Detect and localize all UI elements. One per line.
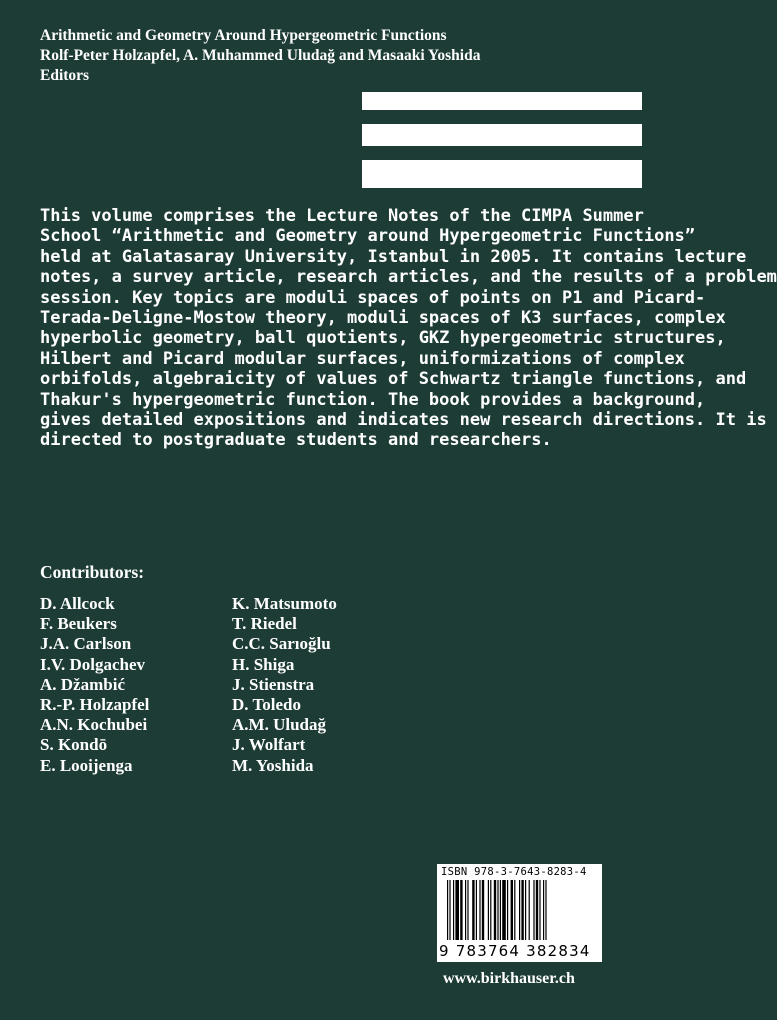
contributor-name: A.N. Kochubei [40,715,148,735]
publisher-website: www.birkhauser.ch [443,970,575,987]
barcode-icon [447,880,595,940]
contributor-name: H. Shiga [232,654,295,674]
barcode-bar [449,880,450,940]
contributor-name: A.M. Uludağ [232,715,326,735]
book-editors-label: Editors [40,67,90,84]
cover-header [40,26,480,86]
barcode-bar [500,880,501,940]
barcode-bar [490,880,491,940]
barcode-bar [543,880,544,940]
contributor-name: M. Yoshida [232,755,314,775]
barcode-bar [467,880,468,940]
barcode-bar [521,880,523,940]
book-title: Arithmetic and Geometry Around Hypergeometric Functions [40,27,447,44]
contributor-name: T. Riedel [232,614,297,634]
barcode-bar [447,880,448,940]
contributors-heading: Contributors: [40,562,145,582]
contributor-name: A. Džambić [40,674,125,694]
barcode-bar [497,880,498,940]
contributor-name: J.A. Carlson [40,634,132,654]
barcode-bar [545,880,546,940]
barcode-bar [511,880,513,940]
barcode-bar [465,880,466,940]
barcode-bar [482,880,484,940]
barcode-bar [472,880,474,940]
decorative-stripe-2 [362,124,642,146]
barcode-bar [539,880,540,940]
barcode-bar [525,880,526,940]
barcode-bar [519,880,520,940]
barcode-bar [494,880,496,940]
barcode-panel [437,864,602,962]
contributor-name: D. Toledo [232,695,301,715]
contributor-name: E. Looijenga [40,755,133,775]
contributors-column-2 [232,594,337,776]
contributor-name: K. Matsumoto [232,594,337,613]
barcode-bar [502,880,506,940]
contributors-column-1 [40,594,149,776]
barcode-bar [479,880,480,940]
contributor-name: J. Stienstra [232,674,315,694]
barcode-bar [533,880,534,940]
ean-number: 9 783764 382834 [439,942,591,960]
barcode-bar [536,880,538,940]
contributor-name: I.V. Dolgachev [40,654,145,674]
contributor-name: J. Wolfart [232,735,306,755]
book-description: This volume comprises the Lecture Notes of the CIMPA Summer School “Arithmetic and Geometry around Hypergeometric Functions” held at Galatasaray University, Istanbul in 2005. It contains lecture notes, a survey article, research articles, and the results of a problem session. Key topics are moduli spaces of points on P1 and Picard- Terada-Deligne-Mostow theory, moduli spaces of K3 surfaces, complex hyperbolic geometry, ball quotients, GKZ hypergeometric structures, Hilbert and Picard modular surfaces, uniformizations of complex orbifolds, algebraicity of values of Schwartz triangle functions, and Thakur's hypergeometric function. The book provides a background, gives detailed expositions and indicates new research directions. It is directed to postgraduate students and researchers. [40,206,777,451]
decorative-stripe-3 [362,160,642,188]
barcode-bar [453,880,454,940]
barcode-bar [460,880,462,940]
contributor-name: R.-P. Holzapfel [40,695,150,715]
contributor-name: C.C. Sarıoğlu [232,634,331,654]
contributor-name: D. Allcock [40,594,115,613]
barcode-bar [476,880,477,940]
barcode-bar [455,880,459,940]
decorative-stripe-1 [362,92,642,110]
barcode-bar [529,880,530,940]
barcode-bar [507,880,508,940]
book-authors: Rolf-Peter Holzapfel, A. Muhammed Uludağ and Masaaki Yoshida [40,47,481,64]
isbn-text: ISBN 978-3-7643-8283-4 [441,866,587,878]
barcode-bar [488,880,489,940]
contributor-name: S. Kondō [40,735,108,755]
barcode-bar [514,880,515,940]
contributor-name: F. Beukers [40,614,117,634]
